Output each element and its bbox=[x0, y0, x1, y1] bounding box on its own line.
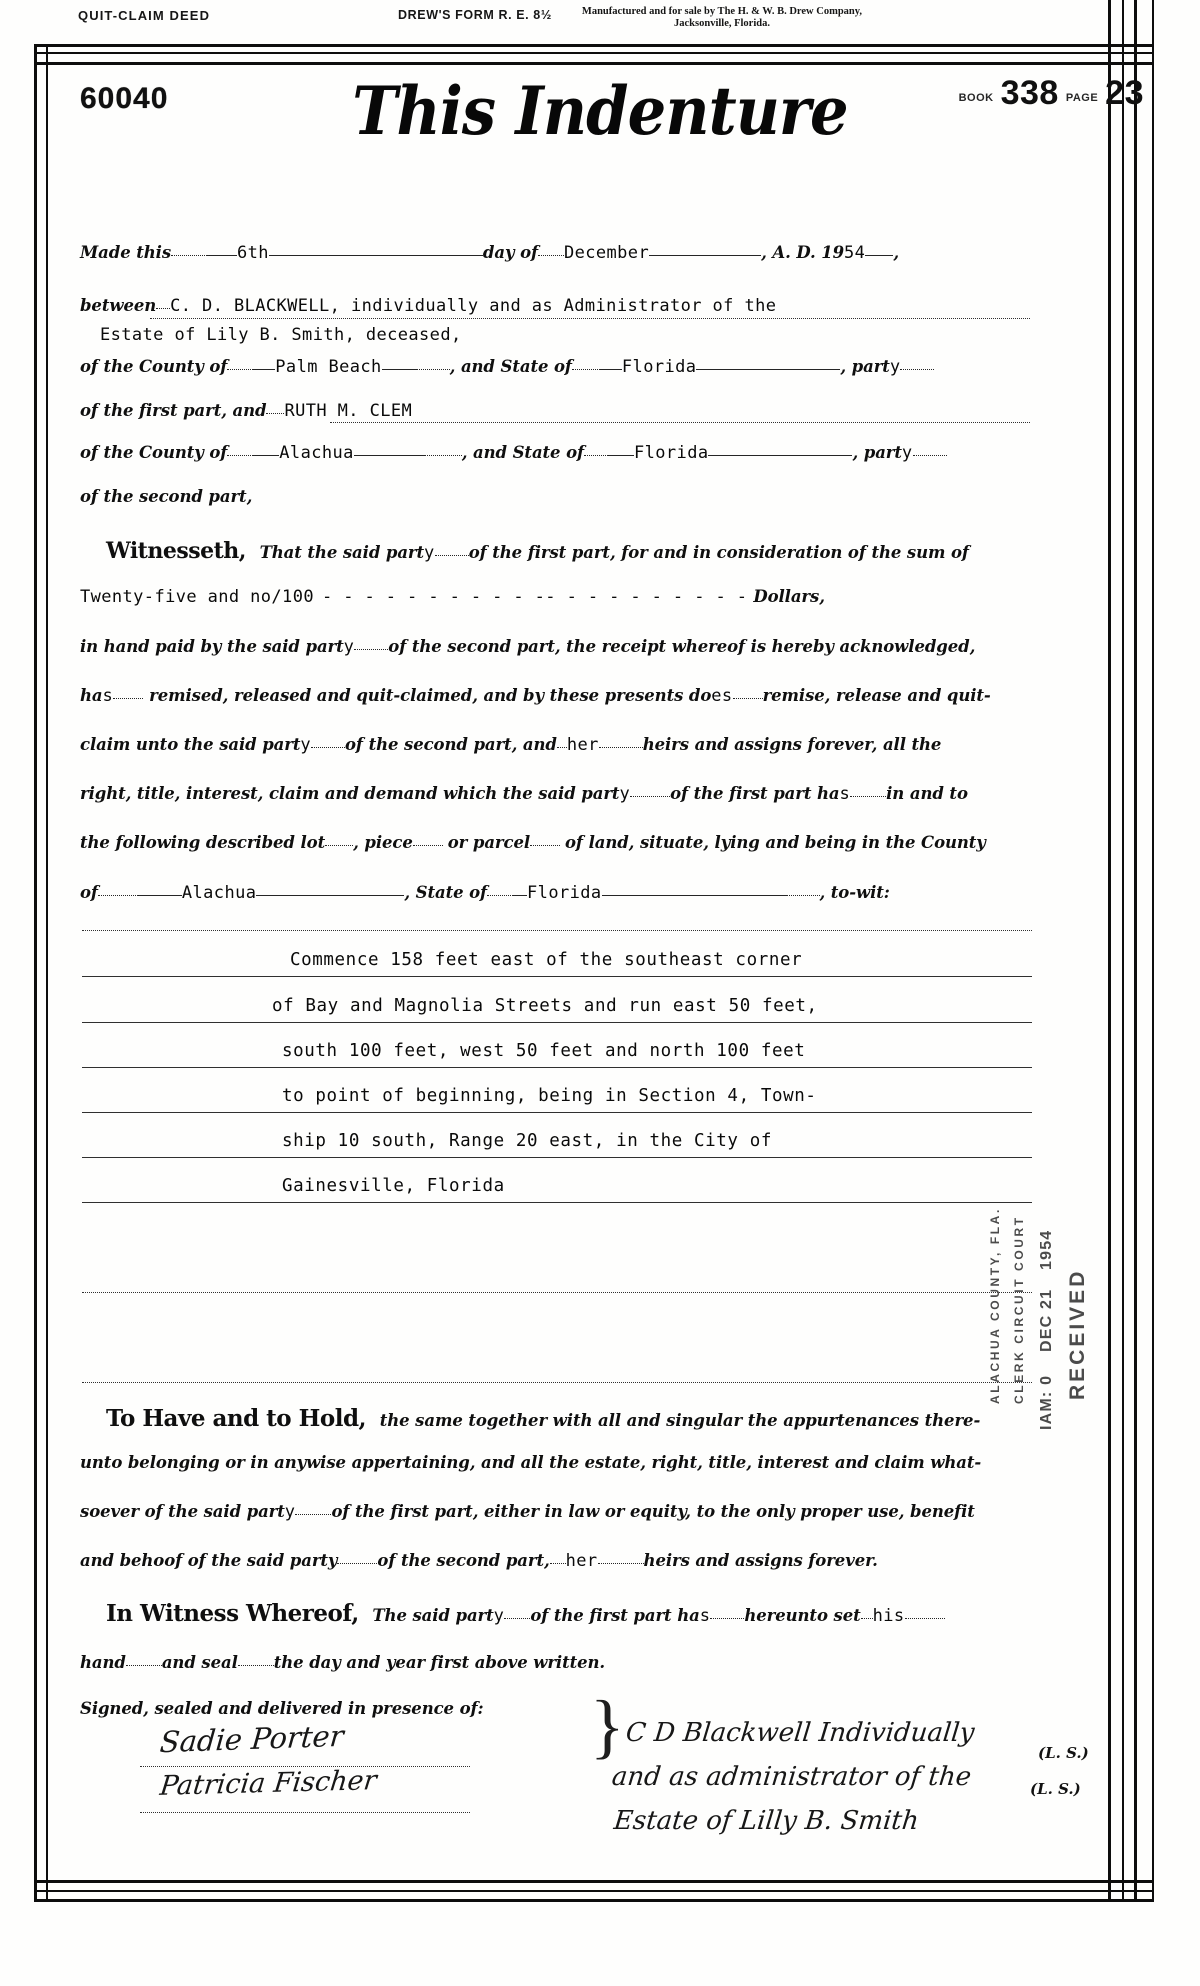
habendum-3b: of the first part, either in law or equity, to the only proper use, benefit bbox=[331, 1502, 975, 1521]
property-county-value: Alachua bbox=[181, 883, 257, 903]
witness-signature-line-2 bbox=[140, 1812, 470, 1813]
habendum-text-1: the same together with all and singular the appurtenances there- bbox=[379, 1411, 981, 1430]
grantee-rule bbox=[330, 422, 1030, 423]
legal-description-line-1: Commence 158 feet east of the southeast corner bbox=[290, 950, 803, 970]
book-number: 338 bbox=[1000, 74, 1059, 112]
frame-rule-bottom-1 bbox=[34, 1880, 1154, 1883]
testimonium-1b: of the first part ha bbox=[530, 1606, 700, 1625]
form-code-label: DREW'S FORM R. E. 8½ bbox=[398, 8, 552, 22]
testimonium-2a: hand bbox=[80, 1653, 126, 1672]
testimonium-1-has: s bbox=[699, 1606, 711, 1626]
publisher-line-2: Jacksonville, Florida. bbox=[674, 18, 770, 29]
hand-paid-a: in hand paid by the said part bbox=[80, 637, 344, 656]
claim-unto-line bbox=[80, 735, 941, 755]
grantee-part-label: , part bbox=[852, 443, 902, 462]
desc-rule-8 bbox=[82, 1382, 1032, 1383]
property-state-value: Florida bbox=[527, 883, 602, 903]
witnesseth-text-a: That the said part bbox=[259, 543, 425, 562]
remised-line bbox=[80, 686, 991, 706]
claim-unto-a: claim unto the said part bbox=[80, 735, 301, 754]
between-rule bbox=[150, 318, 1030, 319]
testimonium-1c: hereunto set bbox=[744, 1606, 861, 1625]
claim-unto-c: heirs and assigns forever, all the bbox=[642, 735, 942, 754]
grantee-state-value: Florida bbox=[634, 443, 709, 463]
testimonium-1-his: his bbox=[872, 1606, 905, 1626]
grantee-county-value: Alachua bbox=[279, 443, 354, 463]
habendum-line-3 bbox=[80, 1502, 975, 1522]
year-value: 54 bbox=[844, 243, 866, 263]
right-title-c: in and to bbox=[886, 784, 968, 803]
signature-brace: } bbox=[590, 1686, 625, 1766]
ad-label: , A. D. 19 bbox=[761, 243, 845, 262]
legal-description-line-4: to point of beginning, being in Section 4, Town- bbox=[282, 1086, 817, 1106]
frame-vline-left-2 bbox=[46, 44, 48, 1902]
year-comma: , bbox=[893, 243, 899, 262]
stamp-county-text: ALACHUA COUNTY, FLA. bbox=[988, 1207, 1002, 1404]
second-part-line: of the second part, bbox=[80, 487, 253, 506]
remised-b: remised, released and quit-claimed, and by these presents do bbox=[149, 686, 712, 705]
desc-rule-6 bbox=[82, 1202, 1032, 1203]
habendum-line-1 bbox=[106, 1405, 980, 1432]
habendum-line-2: unto belonging or in anywise appertaining, and all the estate, right, title, interest and claim what- bbox=[80, 1453, 982, 1472]
testimonium-1-suffix: y bbox=[493, 1606, 505, 1626]
witness-signature-1: Sadie Porter bbox=[158, 1718, 346, 1760]
page-title: This Indenture bbox=[352, 72, 848, 150]
stamp-received-text: RECEIVED bbox=[1066, 1268, 1089, 1400]
witnesseth-line bbox=[106, 538, 969, 564]
described-lot-line bbox=[80, 833, 986, 852]
desc-rule-4 bbox=[82, 1112, 1032, 1113]
habendum-3a: soever of the said part bbox=[80, 1502, 285, 1521]
remised-a: ha bbox=[80, 686, 103, 705]
book-label: BOOK bbox=[958, 92, 994, 104]
page-number: 23 bbox=[1105, 74, 1144, 112]
right-title-b: of the first part ha bbox=[670, 784, 840, 803]
grantor-signature-line-2: and as administrator of the bbox=[610, 1762, 973, 1792]
grantee-part-suffix: y bbox=[901, 443, 913, 463]
frame-rule-top-inner bbox=[34, 52, 1154, 54]
claim-unto-suffix: y bbox=[300, 735, 312, 755]
grantor-state-value: Florida bbox=[621, 357, 697, 377]
claim-unto-b: of the second part, and bbox=[345, 735, 557, 754]
desc-rule-5 bbox=[82, 1157, 1032, 1158]
habendum-4c: heirs and assigns forever. bbox=[643, 1551, 878, 1570]
witnesseth-heading: Witnesseth, bbox=[106, 538, 246, 564]
grantor-part-suffix: y bbox=[889, 357, 901, 377]
desc-rule-3 bbox=[82, 1067, 1032, 1068]
form-header bbox=[0, 0, 1200, 46]
desc-rule-7 bbox=[82, 1292, 1032, 1293]
grantor-state-label: , and State of bbox=[449, 357, 572, 376]
grantor-county-label: of the County of bbox=[80, 357, 228, 376]
testimonium-line-2 bbox=[80, 1653, 605, 1672]
consideration-line bbox=[80, 587, 825, 607]
claim-unto-her: her bbox=[566, 735, 599, 755]
grantee-state-label: , and State of bbox=[461, 443, 585, 462]
habendum-line-4 bbox=[80, 1551, 878, 1571]
signed-sealed-label: Signed, sealed and delivered in presence of: bbox=[80, 1699, 484, 1718]
between-line bbox=[80, 296, 776, 316]
grantor-name-continued: Estate of Lily B. Smith, deceased, bbox=[100, 325, 462, 345]
recorder-stamp-time bbox=[1038, 1375, 1056, 1430]
frame-vline-right-1 bbox=[1108, 0, 1111, 1902]
frame-vline-right-2 bbox=[1122, 0, 1124, 1902]
witnesseth-party-suffix: y bbox=[424, 543, 435, 563]
witness-signature-2: Patricia Fischer bbox=[158, 1765, 379, 1802]
testimonium-line-1 bbox=[106, 1600, 945, 1627]
habendum-4-her: her bbox=[565, 1551, 598, 1571]
witnesseth-text-b: of the first part, for and in consideration of the sum of bbox=[468, 543, 969, 562]
desc-rule-2 bbox=[82, 1022, 1032, 1023]
legal-description-line-5: ship 10 south, Range 20 east, in the City of bbox=[282, 1131, 772, 1151]
testimonium-heading: In Witness Whereof, bbox=[106, 1600, 359, 1627]
remised-s: s bbox=[102, 686, 114, 706]
frame-rule-top-third bbox=[34, 62, 1154, 65]
described-lot-c: or parcel bbox=[447, 833, 531, 852]
remised-c: remise, release and quit- bbox=[762, 686, 991, 705]
recorder-stamp-date bbox=[1038, 1289, 1056, 1352]
legal-description-line-3: south 100 feet, west 50 feet and north 100 feet bbox=[282, 1041, 806, 1061]
right-title-a: right, title, interest, claim and demand which the said part bbox=[80, 784, 620, 803]
hand-paid-line bbox=[80, 637, 975, 657]
made-this-label: Made this bbox=[80, 243, 172, 262]
desc-rule-1 bbox=[82, 976, 1032, 977]
recorder-stamp-received bbox=[1066, 1269, 1090, 1400]
habendum-4a: and behoof of the said party bbox=[80, 1551, 338, 1570]
property-state-label: , State of bbox=[404, 883, 488, 902]
frame-rule-bottom-3 bbox=[34, 1899, 1154, 1902]
property-of-label: of bbox=[80, 883, 98, 902]
right-title-has: s bbox=[839, 784, 851, 804]
habendum-3-suffix: y bbox=[284, 1502, 296, 1522]
testimonium-1a: The said part bbox=[372, 1606, 494, 1625]
stamp-date-text: DEC 21 bbox=[1038, 1288, 1055, 1352]
legal-description-line-2: of Bay and Magnolia Streets and run east 50 feet, bbox=[272, 996, 818, 1016]
hand-paid-b: of the second part, the receipt whereof is hereby acknowledged, bbox=[388, 637, 976, 656]
made-this-line bbox=[80, 243, 899, 263]
grantor-county-line bbox=[80, 357, 934, 377]
consideration-amount: Twenty-five and no/100 bbox=[80, 587, 314, 607]
grantee-name: RUTH M. CLEM bbox=[284, 401, 413, 421]
habendum-heading: To Have and to Hold, bbox=[106, 1405, 367, 1432]
grantee-county-line bbox=[80, 443, 947, 463]
day-value: 6th bbox=[237, 243, 269, 263]
frame-vline-right-4 bbox=[1152, 0, 1154, 1902]
legal-description-line-6: Gainesville, Florida bbox=[282, 1176, 505, 1196]
day-of-label: day of bbox=[482, 243, 538, 262]
recorder-stamp-year bbox=[1038, 1230, 1056, 1270]
hand-paid-suffix: y bbox=[343, 637, 355, 657]
first-part-label: of the first part, and bbox=[80, 401, 267, 420]
frame-rule-bottom-2 bbox=[34, 1890, 1154, 1892]
publisher-imprint bbox=[572, 6, 872, 30]
grantor-name: C. D. BLACKWELL, individually and as Administrator of the bbox=[170, 296, 777, 316]
seal-marker-2: (L. S.) bbox=[1030, 1780, 1081, 1798]
document-number: 60040 bbox=[80, 82, 169, 115]
remised-does: es bbox=[711, 686, 733, 706]
grantor-part-label: , part bbox=[840, 357, 890, 376]
habendum-4b: of the second part, bbox=[377, 1551, 550, 1570]
desc-rule-0 bbox=[82, 930, 1032, 931]
described-lot-a: the following described lot bbox=[80, 833, 326, 852]
right-title-suffix: y bbox=[619, 784, 631, 804]
towit-label: , to-wit: bbox=[819, 883, 890, 902]
testimonium-2b: and seal bbox=[161, 1653, 238, 1672]
testimonium-2c: the day and year first above written. bbox=[273, 1653, 606, 1672]
grantee-county-label: of the County of bbox=[80, 443, 228, 462]
seal-marker-1: (L. S.) bbox=[1038, 1744, 1089, 1762]
publisher-line-1: Manufactured and for sale by The H. & W. B. Drew Company, bbox=[581, 6, 863, 17]
recorder-stamp-county bbox=[986, 1207, 1004, 1404]
consideration-filler: - - - - - - - - - - -- - - - - - - - - - bbox=[321, 587, 748, 607]
first-part-line bbox=[80, 401, 412, 421]
right-title-line bbox=[80, 784, 968, 804]
grantor-county-value: Palm Beach bbox=[275, 357, 382, 377]
month-value: December bbox=[564, 243, 650, 263]
stamp-clerk-text: CLERK CIRCUIT COURT bbox=[1012, 1215, 1026, 1404]
frame-vline-right-3 bbox=[1134, 0, 1137, 1902]
book-page-reference bbox=[959, 74, 1144, 113]
recorder-stamp-clerk bbox=[1010, 1215, 1028, 1404]
between-label: between bbox=[80, 296, 157, 315]
page-label: PAGE bbox=[1065, 92, 1099, 104]
property-location-line bbox=[80, 883, 890, 903]
stamp-time-text: IAM: 0 bbox=[1038, 1374, 1055, 1430]
dollars-label: Dollars, bbox=[753, 587, 825, 606]
stamp-year-text: 1954 bbox=[1038, 1229, 1055, 1270]
frame-vline-left-1 bbox=[34, 44, 37, 1902]
grantor-signature-line-1: C D Blackwell Individually bbox=[624, 1718, 976, 1748]
grantor-signature-line-3: Estate of Lilly B. Smith bbox=[612, 1806, 921, 1836]
described-lot-d: of land, situate, lying and being in the County bbox=[565, 833, 986, 852]
described-lot-b: , piece bbox=[353, 833, 413, 852]
form-name-label: QUIT-CLAIM DEED bbox=[78, 8, 211, 23]
